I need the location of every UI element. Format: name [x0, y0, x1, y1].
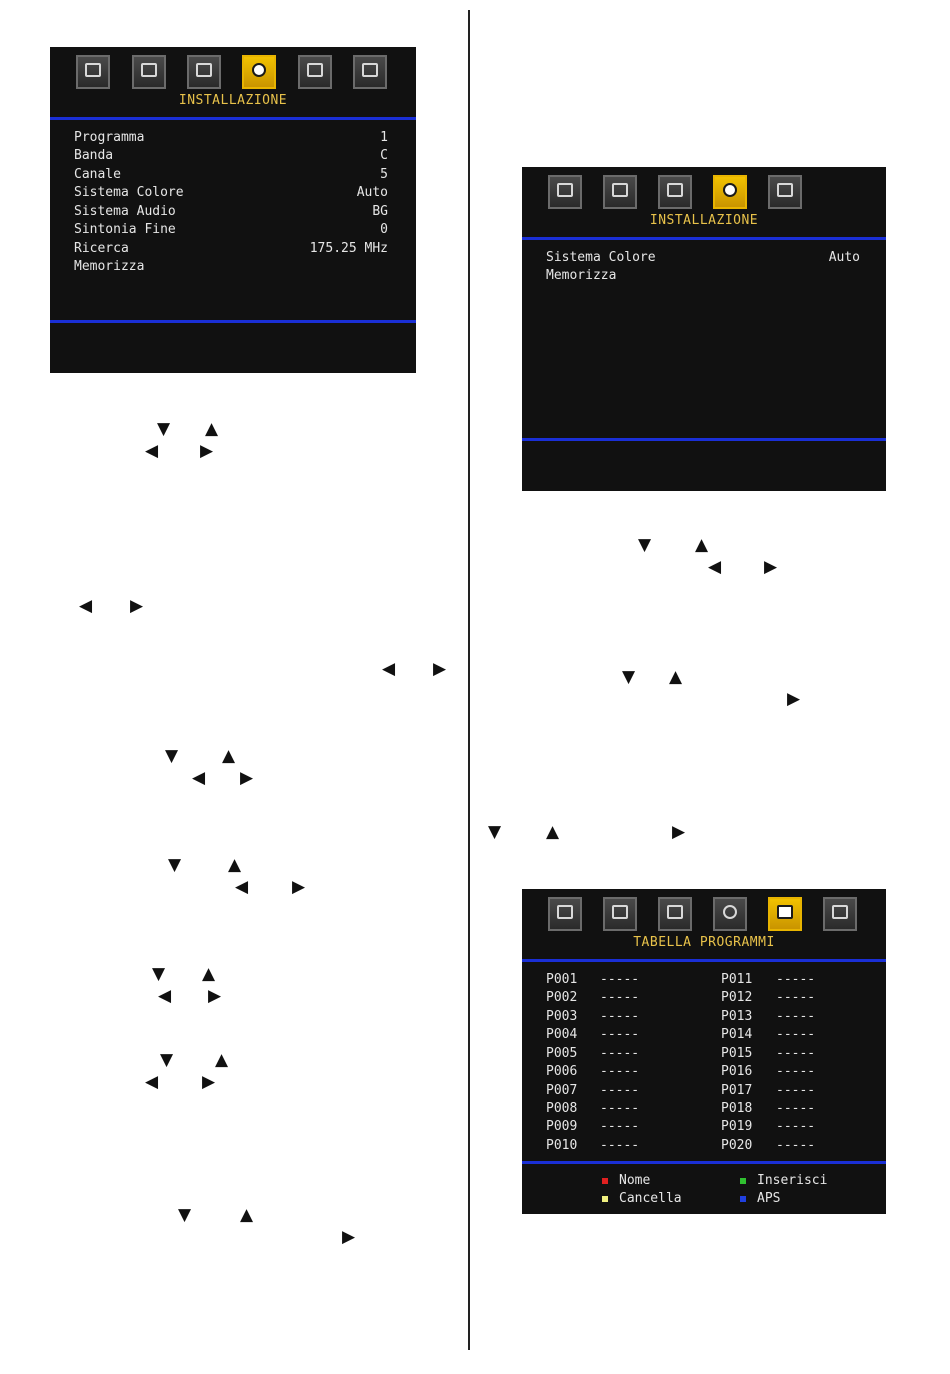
- program-name: -----: [600, 1027, 640, 1042]
- menu-item-label[interactable]: Memorizza: [546, 268, 617, 283]
- program-name: -----: [600, 1083, 640, 1098]
- program-number[interactable]: P001: [546, 972, 578, 987]
- tab-picture[interactable]: [548, 175, 582, 209]
- arrow-up-icon: ▲: [695, 535, 709, 555]
- arrow-right-icon: ▶: [292, 877, 306, 897]
- osd-tabella-programmi: [522, 889, 886, 1214]
- arrow-left-icon: ◀: [708, 557, 722, 577]
- menu-item-value: Auto: [828, 250, 860, 265]
- program-number[interactable]: P016: [721, 1064, 753, 1079]
- arrow-up-icon: ▲: [546, 822, 560, 842]
- arrow-down-icon: ▼: [152, 964, 166, 984]
- legend-label: Nome: [619, 1173, 651, 1188]
- program-number[interactable]: P007: [546, 1083, 578, 1098]
- osd-installazione-short: [522, 167, 886, 491]
- plug-icon: [777, 183, 793, 197]
- tab-sound[interactable]: [132, 55, 166, 89]
- divider-bar: [522, 438, 886, 441]
- arrow-right-icon: ▶: [240, 768, 254, 788]
- plug-icon: [362, 63, 378, 77]
- music-note-icon: [612, 183, 628, 197]
- tab-program-table[interactable]: [298, 55, 332, 89]
- menu-item-value: Auto: [356, 185, 388, 200]
- menu-item-label[interactable]: Sistema Colore: [74, 185, 184, 200]
- arrow-down-icon: ▼: [165, 746, 179, 766]
- arrow-right-icon: ▶: [764, 557, 778, 577]
- divider-bar: [522, 959, 886, 962]
- arrow-left-icon: ◀: [145, 441, 159, 461]
- program-name: -----: [776, 990, 816, 1005]
- program-name: -----: [776, 972, 816, 987]
- program-number[interactable]: P006: [546, 1064, 578, 1079]
- arrow-right-icon: ▶: [200, 441, 214, 461]
- program-name: -----: [600, 1009, 640, 1024]
- tab-features[interactable]: [187, 55, 221, 89]
- tab-features[interactable]: [658, 897, 692, 931]
- arrow-up-icon: ▲: [240, 1205, 254, 1225]
- program-number[interactable]: P015: [721, 1046, 753, 1061]
- osd-menu-tabs: [522, 897, 886, 937]
- tab-sound[interactable]: [603, 175, 637, 209]
- arrow-down-icon: ▼: [638, 535, 652, 555]
- arrow-down-icon: ▼: [157, 419, 171, 439]
- divider-bar: [522, 237, 886, 240]
- menu-item-label[interactable]: Sistema Colore: [546, 250, 656, 265]
- program-name: -----: [600, 990, 640, 1005]
- arrow-left-icon: ◀: [235, 877, 249, 897]
- arrow-right-icon: ▶: [672, 822, 686, 842]
- yellow-key-icon: [602, 1196, 608, 1202]
- list-icon: [777, 905, 793, 919]
- plug-icon: [832, 905, 848, 919]
- page-divider: [468, 10, 470, 1350]
- arrow-up-icon: ▲: [205, 419, 219, 439]
- legend-label: Inserisci: [757, 1173, 828, 1188]
- arrow-right-icon: ▶: [342, 1227, 356, 1247]
- arrow-down-icon: ▼: [178, 1205, 192, 1225]
- blue-key-icon: [740, 1196, 746, 1202]
- menu-item-label[interactable]: Programma: [74, 130, 145, 145]
- camera-icon: [557, 905, 573, 919]
- program-name: -----: [776, 1119, 816, 1134]
- program-name: -----: [600, 1119, 640, 1134]
- divider-bar: [522, 1161, 886, 1164]
- tab-installation[interactable]: [242, 55, 276, 89]
- arrow-up-icon: ▲: [215, 1050, 229, 1070]
- arrow-right-icon: ▶: [208, 986, 222, 1006]
- arrow-right-icon: ▶: [130, 596, 144, 616]
- program-name: -----: [776, 1101, 816, 1116]
- menu-item-value: 175.25 MHz: [309, 241, 388, 256]
- menu-item-label[interactable]: Banda: [74, 148, 114, 163]
- program-name: -----: [776, 1064, 816, 1079]
- legend-label: APS: [757, 1191, 781, 1206]
- program-number[interactable]: P020: [721, 1138, 753, 1153]
- gears-icon: [723, 905, 737, 919]
- program-name: -----: [600, 1046, 640, 1061]
- gears-icon: [252, 63, 266, 77]
- program-number[interactable]: P005: [546, 1046, 578, 1061]
- tab-sound[interactable]: [603, 897, 637, 931]
- red-key-icon: [602, 1178, 608, 1184]
- arrow-left-icon: ◀: [192, 768, 206, 788]
- menu-item-label[interactable]: Canale: [74, 167, 121, 182]
- tab-program-table[interactable]: [768, 897, 802, 931]
- program-name: -----: [776, 1083, 816, 1098]
- tab-picture[interactable]: [548, 897, 582, 931]
- menu-item-label[interactable]: Ricerca: [74, 241, 129, 256]
- program-number[interactable]: P009: [546, 1119, 578, 1134]
- menu-item-label[interactable]: Memorizza: [74, 259, 145, 274]
- camera-icon: [85, 63, 101, 77]
- arrow-down-icon: ▼: [622, 667, 636, 687]
- features-icon: [667, 183, 683, 197]
- arrow-right-icon: ▶: [433, 659, 447, 679]
- music-note-icon: [612, 905, 628, 919]
- menu-item-value: 5: [380, 167, 388, 182]
- gears-icon: [723, 183, 737, 197]
- menu-item-value: 0: [380, 222, 388, 237]
- divider-bar: [50, 117, 416, 120]
- features-icon: [196, 63, 212, 77]
- program-number[interactable]: P017: [721, 1083, 753, 1098]
- tab-source[interactable]: [353, 55, 387, 89]
- program-number[interactable]: P003: [546, 1009, 578, 1024]
- program-number[interactable]: P012: [721, 990, 753, 1005]
- arrow-down-icon: ▼: [168, 855, 182, 875]
- arrow-up-icon: ▲: [228, 855, 242, 875]
- program-number[interactable]: P008: [546, 1101, 578, 1116]
- osd-menu-tabs: [50, 55, 416, 95]
- osd-menu-tabs: [522, 175, 886, 215]
- arrow-left-icon: ◀: [158, 986, 172, 1006]
- program-number[interactable]: P002: [546, 990, 578, 1005]
- osd-title: INSTALLAZIONE: [178, 93, 288, 108]
- program-name: -----: [776, 1009, 816, 1024]
- program-number[interactable]: P018: [721, 1101, 753, 1116]
- program-number[interactable]: P010: [546, 1138, 578, 1153]
- menu-item-value: C: [380, 148, 388, 163]
- menu-item-value: BG: [372, 204, 388, 219]
- program-name: -----: [600, 1064, 640, 1079]
- program-number[interactable]: P004: [546, 1027, 578, 1042]
- tab-installation[interactable]: [713, 897, 747, 931]
- arrow-right-icon: ▶: [787, 689, 801, 709]
- program-name: -----: [600, 972, 640, 987]
- tab-features[interactable]: [658, 175, 692, 209]
- menu-item-label[interactable]: Sintonia Fine: [74, 222, 176, 237]
- arrow-down-icon: ▼: [160, 1050, 174, 1070]
- tab-source[interactable]: [823, 897, 857, 931]
- menu-item-value: 1: [380, 130, 388, 145]
- osd-installazione-full: [50, 47, 416, 373]
- tab-installation[interactable]: [713, 175, 747, 209]
- list-icon: [307, 63, 323, 77]
- legend-label: Cancella: [619, 1191, 682, 1206]
- program-number[interactable]: P013: [721, 1009, 753, 1024]
- program-name: -----: [600, 1138, 640, 1153]
- program-name: -----: [600, 1101, 640, 1116]
- program-number[interactable]: P019: [721, 1119, 753, 1134]
- program-name: -----: [776, 1046, 816, 1061]
- music-note-icon: [141, 63, 157, 77]
- program-name: -----: [776, 1138, 816, 1153]
- arrow-up-icon: ▲: [669, 667, 683, 687]
- menu-item-label[interactable]: Sistema Audio: [74, 204, 176, 219]
- green-key-icon: [740, 1178, 746, 1184]
- tab-source[interactable]: [768, 175, 802, 209]
- arrow-left-icon: ◀: [79, 596, 93, 616]
- arrow-left-icon: ◀: [145, 1072, 159, 1092]
- program-number[interactable]: P011: [721, 972, 753, 987]
- osd-title: INSTALLAZIONE: [649, 213, 759, 228]
- divider-bar: [50, 320, 416, 323]
- camera-icon: [557, 183, 573, 197]
- arrow-up-icon: ▲: [202, 964, 216, 984]
- program-number[interactable]: P014: [721, 1027, 753, 1042]
- program-name: -----: [776, 1027, 816, 1042]
- tab-picture[interactable]: [76, 55, 110, 89]
- arrow-left-icon: ◀: [382, 659, 396, 679]
- arrow-down-icon: ▼: [488, 822, 502, 842]
- arrow-up-icon: ▲: [222, 746, 236, 766]
- arrow-right-icon: ▶: [202, 1072, 216, 1092]
- osd-title: TABELLA PROGRAMMI: [633, 935, 775, 950]
- features-icon: [667, 905, 683, 919]
